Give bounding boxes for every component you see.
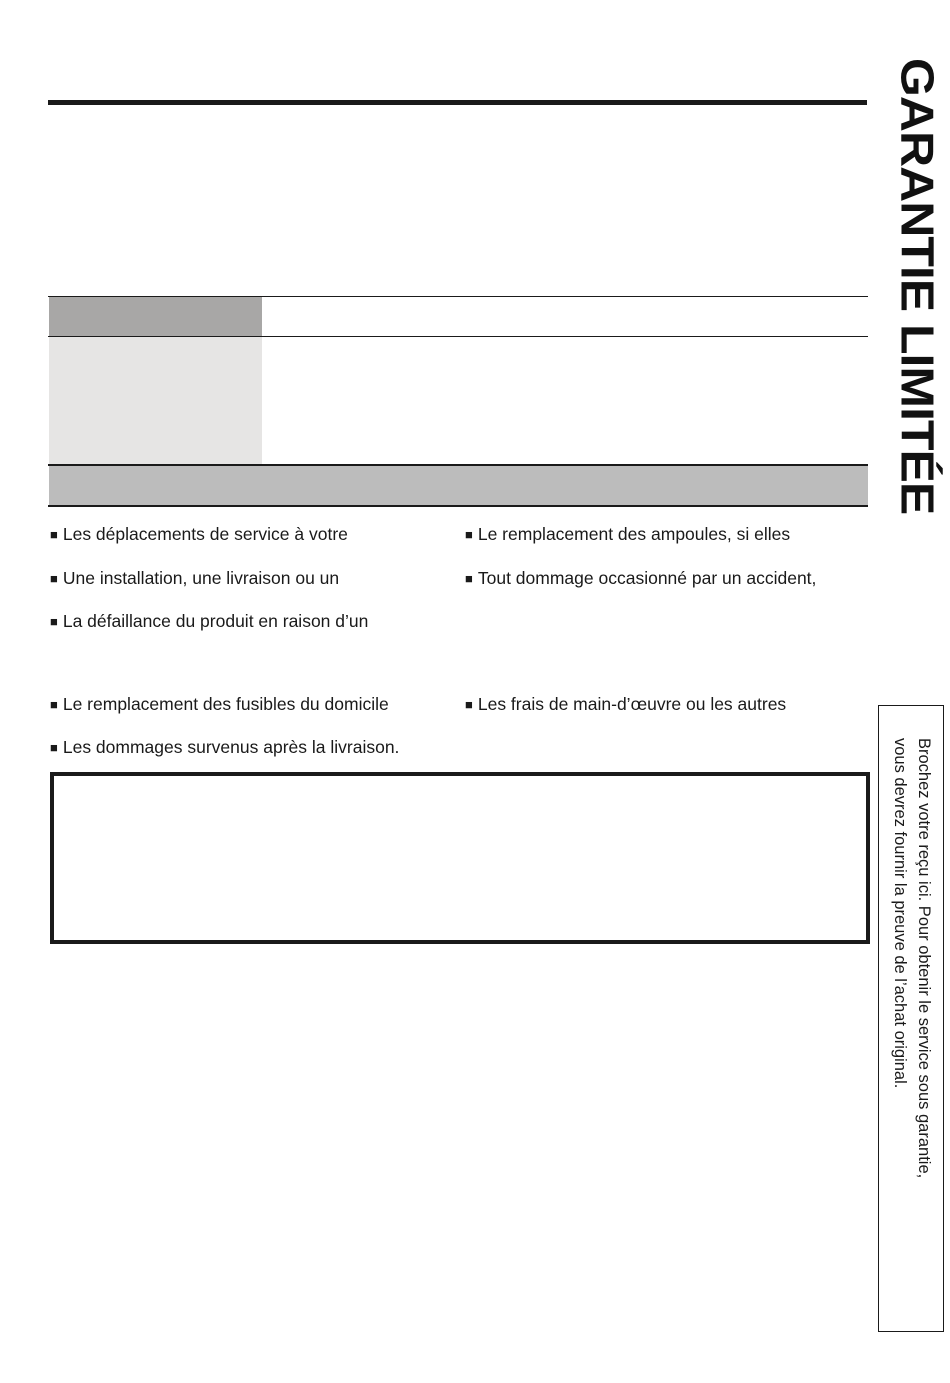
warranty-period-body-cell — [49, 337, 262, 464]
warranty-period-header-cell — [49, 297, 262, 336]
exclusion-item: ■ Le remplacement des ampoules, si elles — [465, 524, 791, 544]
bullet-icon: ■ — [465, 571, 473, 586]
exclusion-item: ■ Les frais de main-d’œuvre ou les autres — [465, 694, 787, 714]
bullet-icon: ■ — [465, 697, 473, 712]
exclusion-item: ■ La défaillance du produit en raison d’un — [50, 611, 369, 631]
bullet-icon: ■ — [50, 740, 58, 755]
exclusion-item: ■ Le remplacement des fusibles du domicile — [50, 694, 389, 714]
bullet-icon: ■ — [50, 614, 58, 629]
receipt-line-1: Brochez votre reçu ici. Pour obtenir le service sous garantie, — [915, 738, 933, 1179]
exclusion-item: ■ Tout dommage occasionné par un accident, — [465, 568, 817, 588]
bullet-icon: ■ — [50, 697, 58, 712]
exclusion-item: ■ Les dommages survenus après la livraison. — [50, 737, 400, 757]
exclusion-item: ■ Les déplacements de service à votre — [50, 524, 348, 544]
page-title: GARANTIE LIMITÉE — [891, 58, 943, 515]
bullet-icon: ■ — [50, 527, 58, 542]
receipt-instructions — [888, 738, 936, 1178]
bullet-icon: ■ — [50, 571, 58, 586]
receipt-line-2: vous devrez fournir la preuve de l’achat original. — [891, 738, 909, 1089]
table-bottom-line — [48, 505, 868, 507]
top-rule — [48, 100, 867, 105]
exclusion-item: ■ Une installation, une livraison ou un — [50, 568, 340, 588]
notice-box — [50, 772, 870, 944]
bullet-icon: ■ — [465, 527, 473, 542]
exclusions-header-band — [49, 466, 868, 505]
